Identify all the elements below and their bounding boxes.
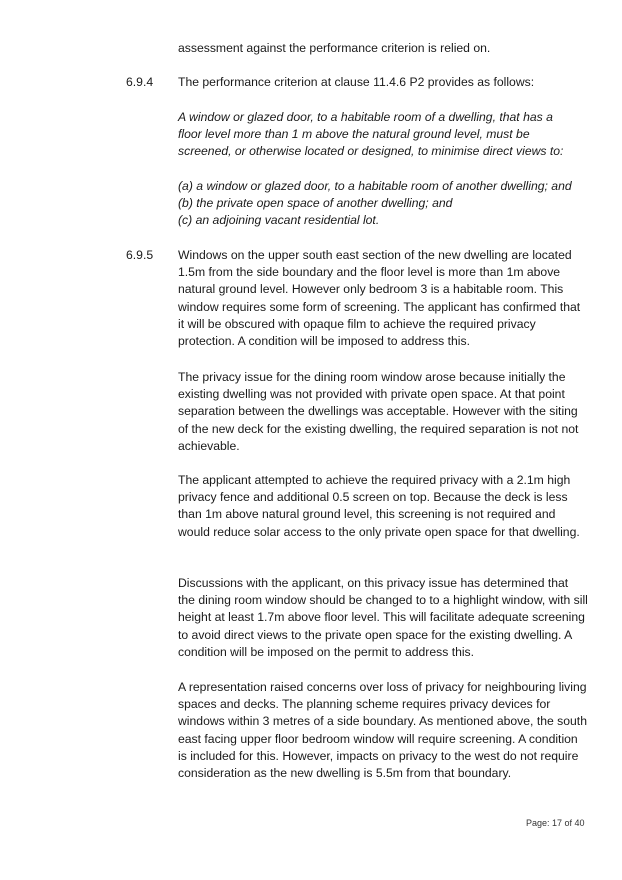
paragraph-highlight-window: Discussions with the applicant, on this privacy issue has determined that the dining room window should be changed to to a highlight window, with sill height at least 1.7m above floor level. This will facilitate adequate screening to avoid direct views to the private open space for the existing dwelling. A condition will be imposed on the permit to address this. — [178, 576, 588, 659]
paragraph-privacy-fence: The applicant attempted to achieve the required privacy with a 2.1m high privacy fence and additional 0.5 screen on top. Because the deck is less than 1m above natural ground level, this screening is not required and would reduce solar access to the only private open space for that dwelling. — [178, 473, 580, 539]
quote-item-a: (a) a window or glazed door, to a habitable room of another dwelling; and — [178, 179, 572, 193]
quote-item-b: (b) the private open space of another dwelling; and — [178, 196, 453, 210]
section-694-lead: The performance criterion at clause 11.4.6 P2 provides as follows: — [178, 75, 535, 89]
page-number: Page: 17 of 40 — [526, 818, 585, 828]
paragraph-screening-bedroom: Windows on the upper south east section of the new dwelling are located 1.5m from the side boundary and the floor level is more than 1m above natural ground level. However only bedroom 3 is a habitable room. This window requires some form of screening. The applicant has confirmed that it will be obscured with opaque film to achieve the required privacy protection. A condition will be imposed to address this. — [178, 248, 581, 349]
paragraph-representation: A representation raised concerns over loss of privacy for neighbouring living spaces and decks. The planning scheme requires privacy devices for windows within 3 metres of a side boundary. As mentioned above, the south east facing upper floor bedroom window will require screening. A condition is included for this. However, impacts on privacy to the west do not require consideration as the new dwelling is 5.5m from that boundary. — [178, 680, 587, 781]
section-number-694: 6.9.4 — [126, 75, 154, 89]
quote-line: A window or glazed door, to a habitable room of a dwelling, that has a — [178, 110, 553, 124]
paragraph-dining-window: The privacy issue for the dining room window arose because initially the existing dwelling was not provided with private open space. At that point separation between the dwellings was acceptable. However with the siting of the new deck for the existing dwelling, the required separation is not not achievable. — [178, 370, 579, 453]
section-number-695: 6.9.5 — [126, 248, 154, 262]
quote-line: screened, or otherwise located or designed, to minimise direct views to: — [178, 144, 564, 158]
quote-item-c: (c) an adjoining vacant residential lot. — [178, 213, 380, 227]
intro-continuation: assessment against the performance criterion is relied on. — [178, 41, 491, 55]
quote-line: floor level more than 1 m above the natural ground level, must be — [178, 127, 530, 141]
